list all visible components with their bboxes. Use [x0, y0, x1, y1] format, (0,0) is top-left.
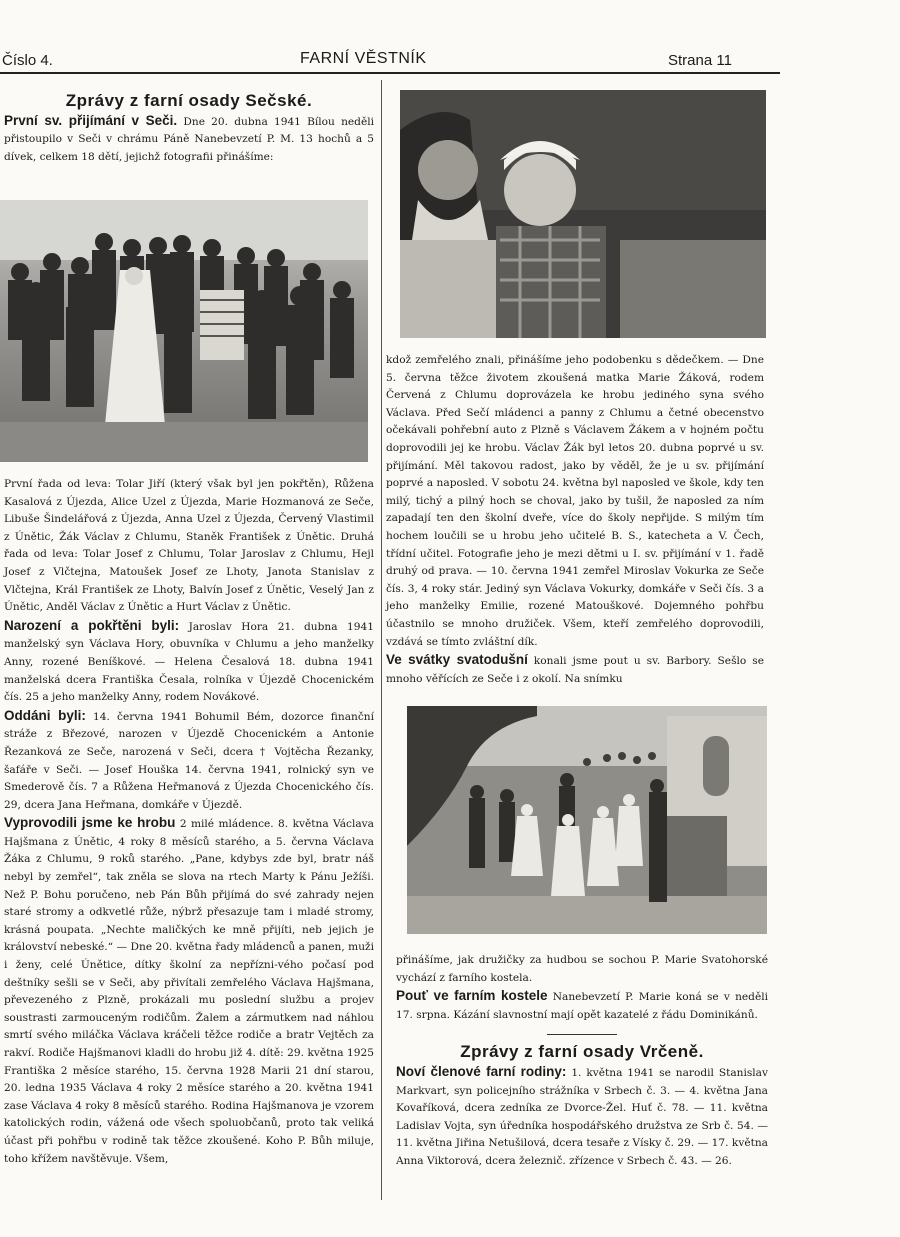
marriages-paragraph: [4, 707, 374, 815]
right-column-top: [386, 352, 764, 688]
pout-heading: Pouť ve farním kostele: [396, 988, 548, 1004]
page-header: [0, 48, 790, 72]
page-number: Strana 11: [668, 52, 732, 69]
section-title-sec: Zprávy z farní osady Sečské.: [65, 91, 313, 110]
header-rule: [0, 72, 780, 74]
procession-caption: přinášíme, jak družičky za hudbou se sochou P. Marie Svatohorské vychází z farního kostela.: [396, 954, 768, 984]
left-column-body: [4, 476, 374, 1168]
communion-paragraph: [4, 112, 374, 167]
births-heading: Narození a pokřtěni byli:: [4, 617, 180, 633]
pout-text: Nanebevzetí P. Marie koná se v neděli 17. srpna. Kázání slavnostní mají opět kazatelé z řádu Dominikánů.: [396, 991, 769, 1021]
births-paragraph: [4, 617, 374, 707]
marriages-text: 14. června 1941 Bohumil Bém, dozorce finanční stráže z Březové, narozen v Újezdě Chocenickém a Antonie Řezanková ze Seče, narozená v Seči, dcera † Vojtěcha Řezanky, šafáře v Seči. — Josef Houška 14. června 1941, rolnický syn ve Smederově čís. 7 a Růžena Heřmanová z Újezda Chocenického čís. 29, dcera Jana Heřmana, domkáře v Újezdě.: [4, 710, 374, 811]
first-communion-photo: [0, 200, 368, 462]
members-paragraph: [396, 1063, 768, 1171]
pout-paragraph: [396, 987, 768, 1024]
procession-photo: [407, 706, 767, 934]
photo-caption: První řada od leva: Tolar Jiří (který však byl jen pokřtěn), Růžena Kasalová z Újezda, Alice Uzel z Újezda, Marie Hozmanová ze Seče, Libuše Šindelářová z Újezda, Anna Uzel z Újezda, Červený Vlastimil z Únětic, Žák Václav z Chlumu, Staněk František z Únětic. Druhá řada od leva: Tolar Josef z Chlumu, Tolar Jaroslav z Chlumu, Hejl Josef z Vlčtejna, Matoušek Josef ze Lhoty, Janota Stanislav z Vlčtejna, Král František ze Lhoty, Balvín Josef z Únětic, Veselý Jan z Únětic, Anděl Václav z Únětic a Hurt Václav z Únětic.: [4, 478, 374, 614]
funerals-paragraph: [4, 814, 374, 1168]
communion-text: Dne 20. dubna 1941 Bílou neděli přistoupilo v Seči v chrámu Páně Nanebevzetí P. M. 13 hochů a 5 dívek, celkem 18 dětí, jejichž fotografii přinášíme:: [4, 115, 375, 163]
periodical-title: FARNÍ VĚSTNÍK: [300, 50, 427, 67]
pentecost-text: konali jsme pout u sv. Barbory. Sešlo se mnoho věřících ze Seče i z okolí. Na snímku: [386, 655, 764, 685]
marriages-heading: Oddáni byli:: [4, 707, 86, 723]
left-column-top: [4, 92, 374, 166]
boy-with-grandfather-photo: [400, 90, 766, 338]
communion-heading: První sv. přijímání v Seči.: [4, 112, 178, 128]
births-text: Jaroslav Hora 21. dubna 1941 manželský syn Václava Hory, obuvníka v Chlumu a jeho manželky Anny, rozené Beníškové. — Helena Česalová 18. dubna 1941 manželská dcera Františka Česala, rolníka v Újezdě Chocenickém čís. 25 a jeho manželky Anny, rodem Novákové.: [4, 620, 374, 704]
issue-number: Číslo 4.: [2, 52, 53, 69]
right-column-bottom: [396, 952, 768, 1171]
members-heading: Noví členové farní rodiny:: [396, 1063, 567, 1079]
funerals-heading: Vyprovodili jsme ke hrobu: [4, 815, 176, 831]
funerals-text: 2 milé mládence. 8. května Václava Hajšmana z Únětic, 4 roky 8 měsíců starého, a 5. června Václava Žáka z Chlumu, 9 roků starého. „Pane, kdybys zde byl, bratr náš nebyl by zemřel“, tak zněla se slova na rtech Marty k Pánu Ježíši. Než P. Bohu poručeno, neb Pán Bůh přijímá do své zahrady nejen staré stromy a odkvetlé růže, nýbrž přesazuje tam i mladé stromy, krásná poupata. „Nechte maličkých ke mně přijíti, neb jejich je království nebeské.“ — Dne 20. května řady mládenců a panen, muži i ženy, celé Únětice, dítky školní za nepřízni-vého počasí pod deštníky sešli se v Seči, aby přivítali zemřelého Václava Hajšmana, převezeného z Plzně, prokázali mu poslední službu a projev soustrasti zarmouceným rodičům. Žalem a zármutkem nad náhlou smrtí svého miláčka Václava kráčeli těžce rodiče a bratr Vejtěch za rakví. Rodiče Hajšmanovi kladli do hrobu již 4. dítě: 29. května 1925 Františka 2 měsíce starého, 15. června 1928 Marii 21 dní starou, 20. ledna 1935 Václava 4 roky 2 měsíce starého a 20. května 1941 zase Václava 4 roky 8 měsíců starého. Rodina Hajšmanova je vzorem katolických rodin, vážená ode všech spoluobčanů, proto tak veliká účast při pohřbu v rodině tak těžce zkoušené. Koho P. Bůh miluje, toho křížem navštěvuje. Všem,: [4, 818, 374, 1165]
obituary-text: kdož zemřelého znali, přinášíme jeho podobenku s dědečkem. — Dne 5. června těžce životem zkoušená matka Marie Žáková, rodem Červená z Chlumu doprovázela ke hrobu jediného syna svého Václava. Před Sečí mládenci a panny z Chlumu a četné obecenstvo očekávali pohřební auto z Plzně s Václavem Žákem a v hojném počtu doprovodili jej ke hrobu. Václav Žák byl letos 20. dubna poprvé u sv. přijímání. Měl takovou radost, jako by věděl, že je u sv. přijímání poprvé a naposled. V sobotu 24. května byl naposled ve škole, kdy ten milý, tichý a pilný hoch se choval, jako by tušil, že naposled za ním zapadají ten den školní dveře, více do školy nepřijde. S milým tím hochem loučili se u hrobu jeho učitelé B. S., katecheta a V. Čech, třídní učitel. Fotografie jeho je mezi dětmi u I. sv. přijímání v 1. řadě druhý od prava. — 10. června 1941 zemřel Miroslav Vokurka ze Seče čís. 3, 4 roky stár. Jediný syn Václava Vokurky, domkáře v Seči čís. 3 a jeho manželky Emilie, rozené Matouškové. Dojemného pohřbu účastnilo se mnoho družiček. Všem, kteří zemřelého doprovodili, vzdává se tímto zvláštní dík.: [386, 354, 764, 648]
pentecost-heading: Ve svátky svatodušní: [386, 652, 528, 668]
pentecost-paragraph: [386, 651, 764, 688]
members-text: 1. května 1941 se narodil Stanislav Markvart, syn policejního strážníka v Srbech č. 3. — 4. května Jana Kovaříková, dcera zedníka ze Dvorce-Žel. Huť č. 78. — 11. května Ladislav Vojta, syn úředníka hospodářského družstva ze Srb č. 54. — 11. května Jiřina Netušilová, dcera tesaře z Vísky č. 29. — 17. května Anna Viktorová, dcera železnič. zřízence v Srbech č. 43. — 26.: [396, 1066, 768, 1167]
column-divider: [381, 80, 382, 1200]
section-separator: [547, 1034, 617, 1035]
section-title-vrcen: Zprávy z farní osady Vrčeně.: [460, 1042, 704, 1062]
